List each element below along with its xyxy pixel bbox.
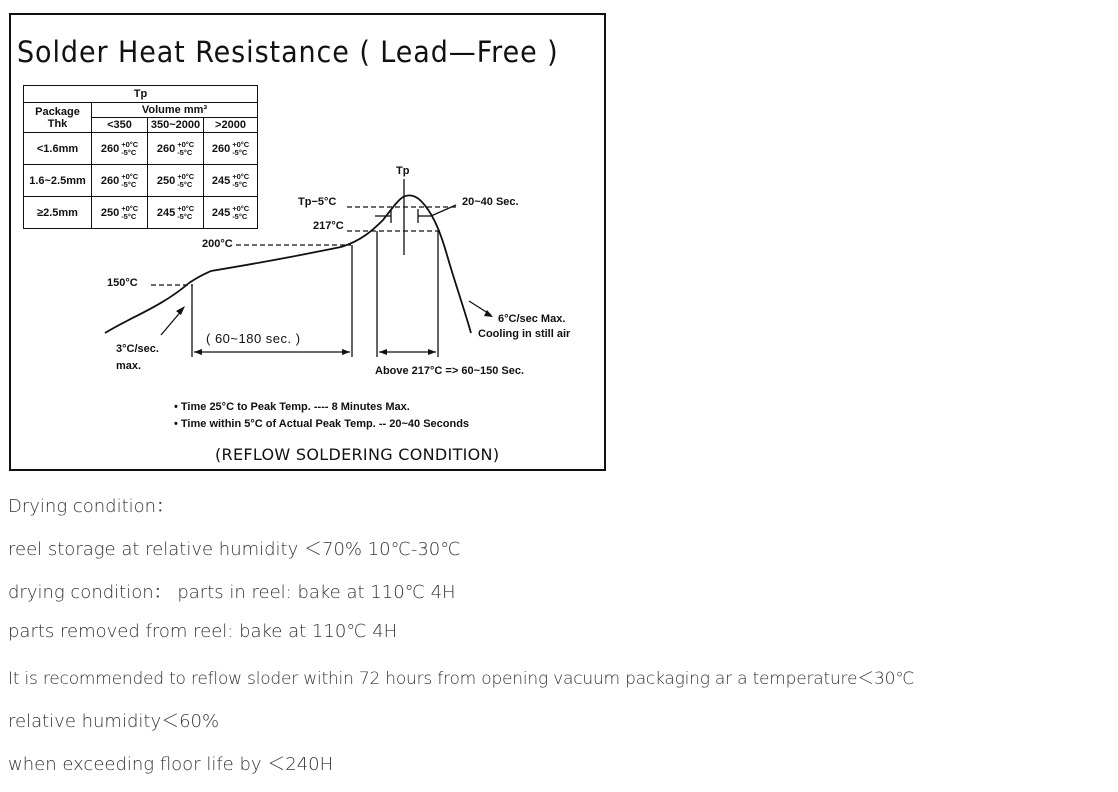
- table-col-header: >2000: [204, 118, 258, 133]
- table-row: ≥2.5mm 250 +0°C -5°C 245 +0°C -5°C 245 +0°C -5°C: [24, 197, 258, 229]
- table-col-header: <350: [92, 118, 148, 133]
- table-header-tp: Tp: [24, 86, 258, 103]
- t217-label: 217°C: [313, 220, 344, 232]
- reflow-profile-figure: [9, 13, 606, 471]
- cooling-method-label: Cooling in still air: [478, 328, 571, 340]
- t200-label: 200°C: [202, 238, 233, 250]
- t150-label: 150°C: [107, 277, 138, 289]
- time-20-40-label: 20~40 Sec.: [462, 196, 519, 208]
- text-line: parts removed from reel: bake at 110℃ 4H: [8, 621, 398, 642]
- table-header-package: Package Thk: [24, 103, 92, 133]
- note-line: • Time 25°C to Peak Temp. ---- 8 Minutes Max.: [174, 401, 410, 413]
- table-row: <1.6mm 260 +0°C -5°C 260 +0°C -5°C 260 +0°C -5°C: [24, 133, 258, 165]
- figure-caption: (REFLOW SOLDERING CONDITION): [215, 445, 500, 464]
- text-line: Drying condition：: [8, 496, 175, 517]
- table-col-header: 350~2000: [148, 118, 204, 133]
- tp-minus-5-label: Tp−5°C: [298, 196, 337, 208]
- ramp-up-label: 3°C/sec.: [116, 343, 159, 355]
- ramp-up-max-label: max.: [116, 360, 142, 372]
- table-header-volume: Volume mm³: [92, 103, 258, 118]
- tp-label: Tp: [396, 165, 410, 177]
- text-line: when exceeding floor life by ＜240H: [8, 754, 334, 775]
- soak-time-label: ( 60~180 sec. ): [206, 331, 301, 346]
- table-row: 1.6~2.5mm 260 +0°C -5°C 250 +0°C -5°C 245 +0°C -5°C: [24, 165, 258, 197]
- text-line: drying condition： parts in reel: bake at 110℃ 4H: [8, 582, 456, 603]
- peak-temperature-table: [23, 85, 258, 229]
- above-217-label: Above 217°C => 60~150 Sec.: [375, 365, 525, 377]
- cooling-rate-label: 6°C/sec Max.: [498, 313, 566, 325]
- figure-title: Solder Heat Resistance ( Lead—Free ): [17, 35, 559, 69]
- text-line: reel storage at relative humidity ＜70% 10℃-30℃: [8, 539, 461, 560]
- text-line: It is recommended to reflow sloder within 72 hours from opening vacuum packaging ar a temperature＜30℃: [8, 669, 915, 689]
- text-line: relative humidity＜60%: [8, 711, 220, 732]
- note-line: • Time within 5°C of Actual Peak Temp. -- 20~40 Seconds: [174, 418, 470, 430]
